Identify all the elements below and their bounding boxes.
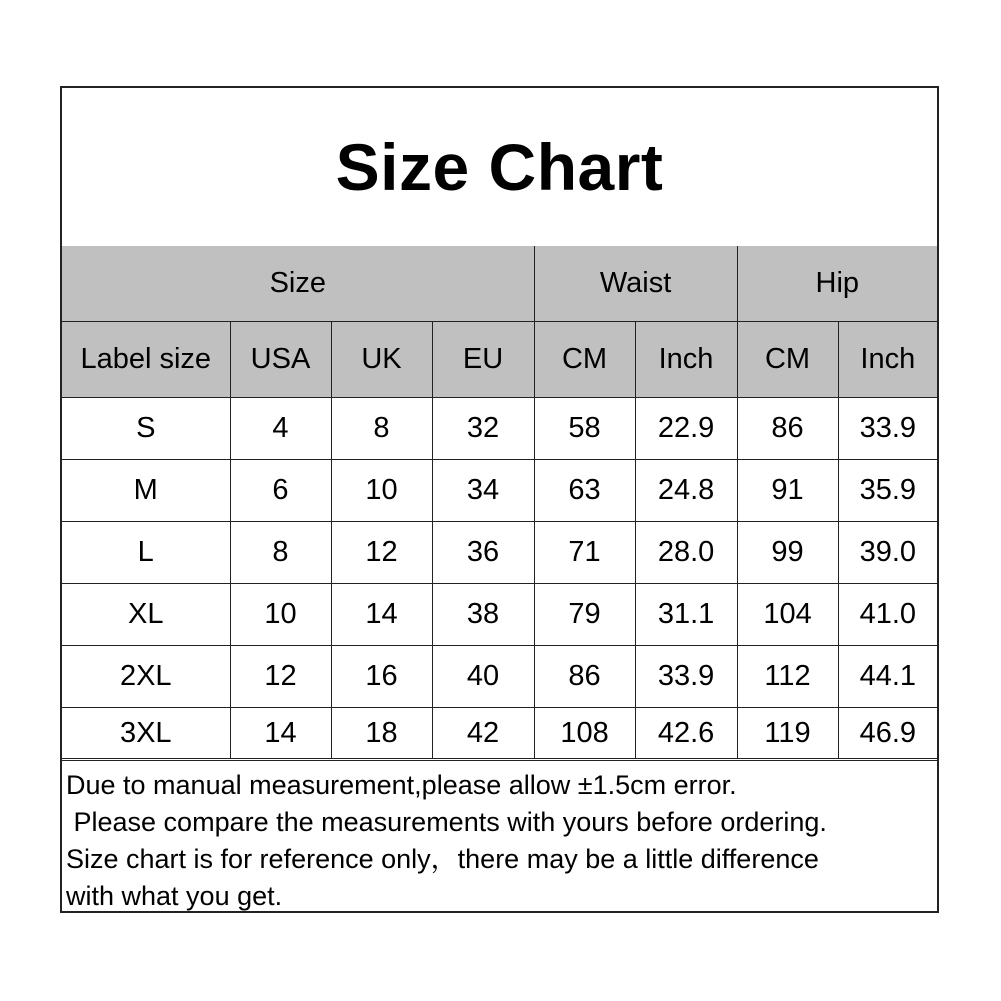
column-header-uk: UK — [331, 322, 432, 398]
table-cell: 18 — [331, 708, 432, 759]
table-row — [62, 522, 937, 584]
table-cell: XL — [62, 584, 230, 646]
table-cell: 10 — [230, 584, 331, 646]
table-cell: 86 — [534, 646, 635, 708]
column-header-waist-cm: CM — [534, 322, 635, 398]
column-header-hip-inch: Inch — [838, 322, 937, 398]
group-header-size: Size — [62, 246, 534, 322]
table-cell: 108 — [534, 708, 635, 759]
column-header-row — [62, 322, 937, 398]
table-cell: 104 — [737, 584, 838, 646]
column-header-waist-inch: Inch — [635, 322, 737, 398]
title-row — [62, 88, 937, 248]
note-line: Size chart is for reference only，there may be a little difference — [66, 844, 819, 874]
table-cell: 31.1 — [635, 584, 737, 646]
note-line: Please compare the measurements with yours before ordering. — [66, 807, 827, 837]
table-cell: 8 — [230, 522, 331, 584]
table-cell: 86 — [737, 398, 838, 460]
table-cell: 39.0 — [838, 522, 937, 584]
note-line: with what you get. — [66, 881, 283, 911]
table-cell: S — [62, 398, 230, 460]
table-cell: 4 — [230, 398, 331, 460]
table-cell: 14 — [230, 708, 331, 759]
table-cell: 28.0 — [635, 522, 737, 584]
table-cell: 58 — [534, 398, 635, 460]
table-cell: 14 — [331, 584, 432, 646]
table-cell: 99 — [737, 522, 838, 584]
table-cell: 32 — [432, 398, 534, 460]
table-cell: 36 — [432, 522, 534, 584]
table-cell: 41.0 — [838, 584, 937, 646]
table-cell: 33.9 — [838, 398, 937, 460]
table-cell: 24.8 — [635, 460, 737, 522]
table-row — [62, 398, 937, 460]
column-header-label-size: Label size — [62, 322, 230, 398]
table-cell: 42 — [432, 708, 534, 759]
column-header-hip-cm: CM — [737, 322, 838, 398]
table-row — [62, 584, 937, 646]
table-cell: 8 — [331, 398, 432, 460]
table-cell: 2XL — [62, 646, 230, 708]
table-cell: 33.9 — [635, 646, 737, 708]
table-cell: 63 — [534, 460, 635, 522]
table-cell: 12 — [331, 522, 432, 584]
size-chart-sheet — [60, 86, 939, 913]
table-cell: 10 — [331, 460, 432, 522]
table-cell: 3XL — [62, 708, 230, 759]
column-header-usa: USA — [230, 322, 331, 398]
table-cell: 6 — [230, 460, 331, 522]
table-row — [62, 646, 937, 708]
table-cell: 35.9 — [838, 460, 937, 522]
group-header-hip: Hip — [737, 246, 937, 322]
table-cell: 79 — [534, 584, 635, 646]
table-cell: 71 — [534, 522, 635, 584]
group-header-waist: Waist — [534, 246, 737, 322]
table-cell: 22.9 — [635, 398, 737, 460]
table-cell: 40 — [432, 646, 534, 708]
size-table — [62, 246, 937, 759]
table-cell: 12 — [230, 646, 331, 708]
table-cell: M — [62, 460, 230, 522]
table-cell: 16 — [331, 646, 432, 708]
table-cell: 119 — [737, 708, 838, 759]
group-header-row — [62, 246, 937, 322]
column-header-eu: EU — [432, 322, 534, 398]
page-title: Size Chart — [335, 130, 664, 204]
table-cell: 91 — [737, 460, 838, 522]
note-line: Due to manual measurement,please allow ±1.5cm error. — [66, 770, 737, 800]
table-cell: 112 — [737, 646, 838, 708]
notes-block — [62, 760, 937, 915]
table-cell: L — [62, 522, 230, 584]
table-row — [62, 708, 937, 759]
table-cell: 42.6 — [635, 708, 737, 759]
table-cell: 34 — [432, 460, 534, 522]
table-cell: 38 — [432, 584, 534, 646]
table-row — [62, 460, 937, 522]
table-cell: 44.1 — [838, 646, 937, 708]
table-cell: 46.9 — [838, 708, 937, 759]
